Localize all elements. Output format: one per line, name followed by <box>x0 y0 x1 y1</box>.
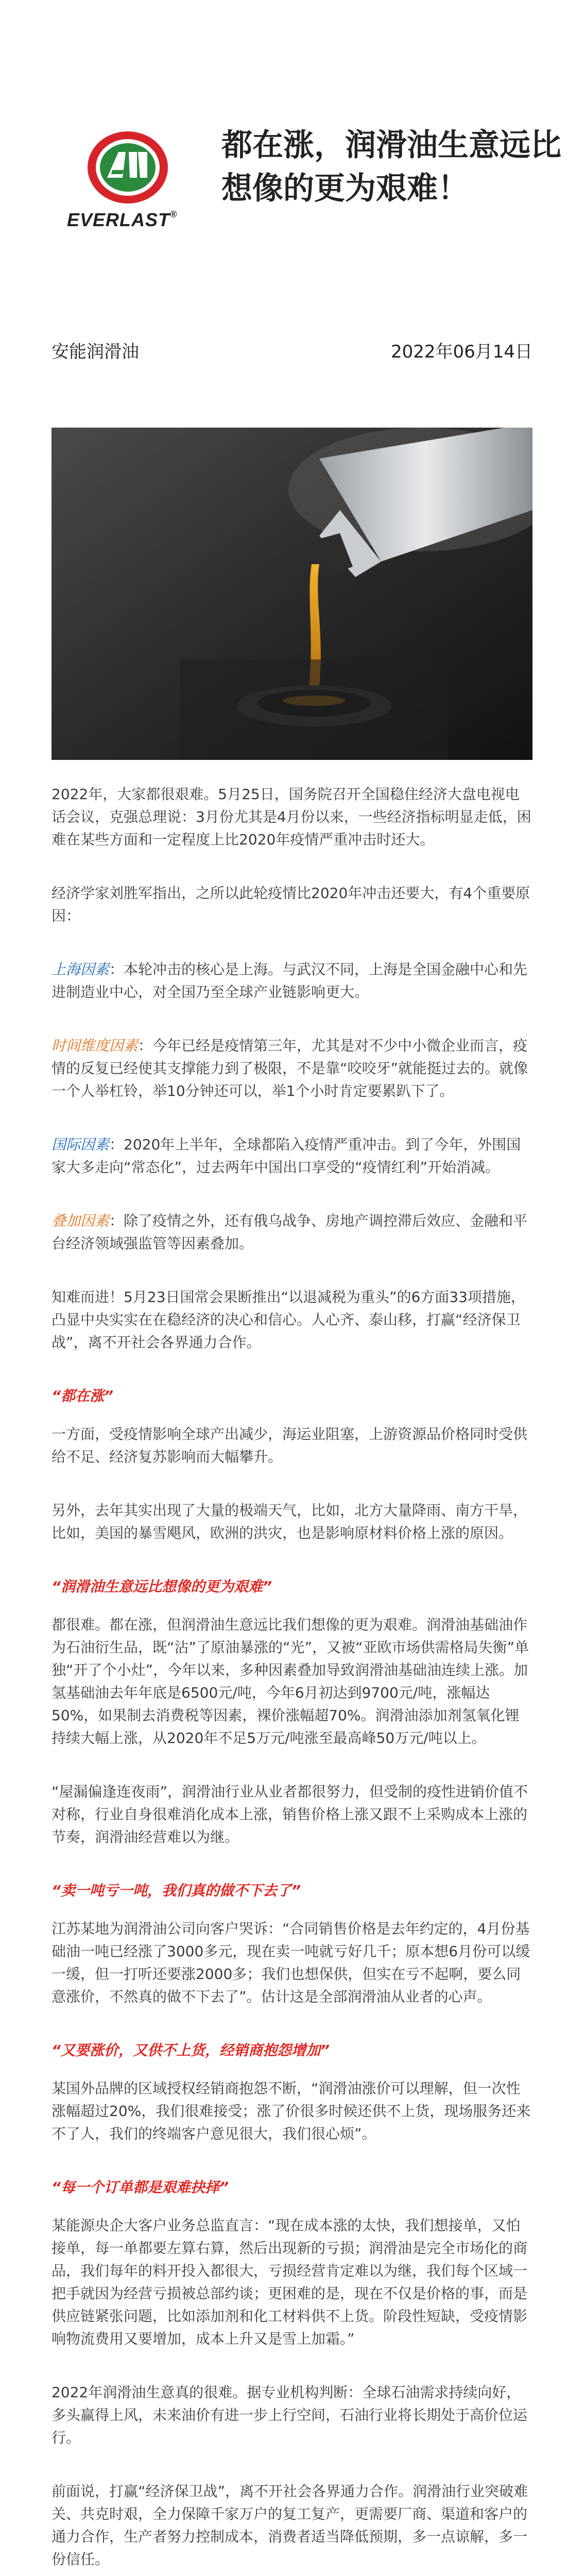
publish-date: 2022年06月14日 <box>390 342 533 362</box>
everlast-logo-icon <box>87 129 169 206</box>
paragraph: 上海因素：本轮冲击的核心是上海。与武汉不同，上海是全国金融中心和先进制造业中心，对全国乃至全球产业链影响更大。 <box>51 961 528 1001</box>
section-heading: “润滑油生意远比想像的更为艰难” <box>51 1578 272 1595</box>
paragraph: 国际因素：2020年上半年，全球都陷入疫情严重冲击。到了今年，外围国家大多走向“常态化”，过去两年中国出口享受的“疫情红利”开始消减。 <box>51 1136 521 1176</box>
article-body <box>51 783 533 2576</box>
paragraph: 都很难。都在涨，但润滑油生意远比我们想像的更为艰难。润滑油基础油作为石油衍生品，既“沾”了原油暴涨的“光”，又被“亚欧市场供需格局失衡”单独“开了个小灶”，今年以来，多种因素叠加导致润滑油基础油连续上涨。加氢基础油去年年底是6500元/吨，今年6月初达到9700元/吨，涨幅达50%，如果制去消费税等因素，裸价涨幅超70%。润滑油添加剂氢氧化锂持续大幅上涨，从2020年不足5万元/吨涨至最高峰50万元/吨以上。 <box>51 1616 529 1747</box>
paragraph: 前面说，打赢“经济保卫战”，离不开社会各界通力合作。润滑油行业突破难关、共克时艰，全力保障千家万户的复工复产，更需要厂商、渠道和客户的通力合作，生产者努力控制成本，消费者适当降低预期，多一点谅解，多一份信任。 <box>51 2483 528 2568</box>
article-header <box>0 0 584 289</box>
article-meta <box>51 337 533 363</box>
paragraph: 某能源央企大客户业务总监直言：“现在成本涨的太快，我们想接单，又怕接单，每一单都要左算右算，然后出现新的亏损；润滑油是完全市场化的商品，我们每年的料开投入都很大，亏损经营肯定难以为继，我们每个区域一把手就因为经营亏损被总部约谈；更困难的是，现在不仅是价格的事，而是供应链紧张问题，比如添加剂和化工材料供不上货。阶段性短缺，受疫情影响物流费用又要增加，成本上升又是雪上加霜。” <box>51 2217 528 2347</box>
paragraph: 知难而进！5月23日国常会果断推出“以退减税为重头”的6方面33项措施，凸显中央实实在在稳经济的决心和信心。人心齐、泰山移，打赢“经济保卫战”，离不开社会各界通力合作。 <box>51 1289 525 1351</box>
paragraph: 2022年，大家都很艰难。5月25日，国务院召开全国稳住经济大盘电视电话会议，克强总理说：3月份尤其是4月份以来，一些经济指标明显走低，困难在某些方面和一定程度上比2020年疫情严重冲击时还大。 <box>51 786 531 848</box>
section-heading: “都在涨” <box>51 1387 114 1404</box>
keyword: 叠加因素 <box>51 1212 110 1229</box>
keyword: 上海因素 <box>51 961 110 978</box>
paragraph: 2022年润滑油生意真的很难。据专业机构判断：全球石油需求持续向好，多头赢得上风，未来油价有进一步上行空间，石油行业将长期处于高价位运行。 <box>51 2384 528 2446</box>
author-name: 安能润滑油 <box>51 342 139 362</box>
hero-image <box>51 428 533 760</box>
section-heading: “又要涨价，又供不上货，经销商抱怨增加” <box>51 2042 330 2059</box>
paragraph: 某国外品牌的区域授权经销商抱怨不断，“润滑油涨价可以理解，但一次性涨幅超过20%，我们很难接受；涨了价很多时候还供不上货，现场服务还来不了人，我们的终端客户意见很大，我们很心烦”。 <box>51 2080 531 2142</box>
paragraph: “屋漏偏逢连夜雨”，润滑油行业从业者都很努力，但受制的疫性进销价值不对称，行业自身很难消化成本上涨，销售价格上涨又跟不上采购成本上涨的节奏，润滑油经营难以为继。 <box>51 1783 528 1845</box>
paragraph: 叠加因素：除了疫情之外，还有俄乌战争、房地产调控滞后效应、金融和平台经济领域强监管等因素叠加。 <box>51 1212 528 1252</box>
paragraph: 经济学家刘胜军指出，之所以此轮疫情比2020年冲击还要大，有4个重要原因： <box>51 885 530 924</box>
section-heading: “每一个订单都是艰难抉择” <box>51 2179 229 2196</box>
brand-wordmark: EVERLAST® <box>67 209 178 230</box>
article-title: 都在涨，润滑油生意远比想像的更为艰难！ <box>221 127 561 207</box>
section-heading: “卖一吨亏一吨，我们真的做不下去了” <box>51 1882 301 1899</box>
paragraph: 一方面，受疫情影响全球产出减少，海运业阻塞，上游资源品价格同时受供给不足、经济复苏影响而大幅攀升。 <box>51 1426 528 1465</box>
keyword: 国际因素 <box>51 1136 110 1153</box>
keyword: 时间维度因素 <box>51 1037 139 1054</box>
paragraph: 另外，去年其实出现了大量的极端天气，比如，北方大量降雨、南方干旱，比如，美国的暴雪飓风，欧洲的洪灾，也是影响原材料价格上涨的原因。 <box>51 1502 528 1541</box>
brand-logo <box>67 129 185 232</box>
paragraph: 时间维度因素：今年已经是疫情第三年，尤其是对不少中小微企业而言，疫情的反复已经使其支撑能力到了极限，不是靠“咬咬牙”就能挺过去的。就像一个人举杠铃，举10分钟还可以，举1个小时肯定要累趴下了。 <box>51 1037 528 1099</box>
paragraph: 江苏某地为润滑油公司向客户哭诉：“合同销售价格是去年约定的，4月份基础油一吨已经涨了3000多元，现在卖一吨就亏好几千；原本想6月份可以缓一缓，但一打听还要涨2000多；我们也想保供，但实在亏不起啊，要么同意涨价，不然真的做不下去了”。估计这是全部润滑油从业者的心声。 <box>51 1920 530 2005</box>
